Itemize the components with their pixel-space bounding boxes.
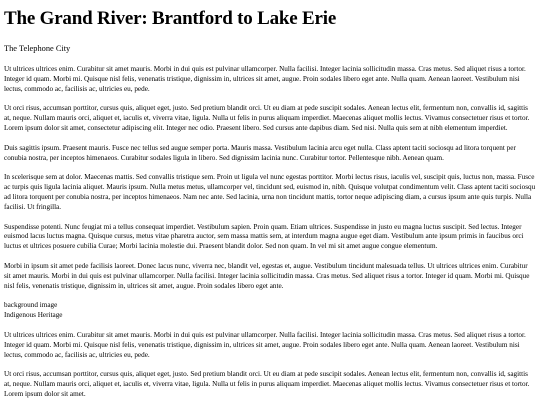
body-paragraph: Ut ultrices ultrices enim. Curabitur sit amet mauris. Morbi in dui quis est pulvinar ullamcorper. Nulla facilisi. Integer lacinia sollicitudin massa. Cras metus. Sed aliquet risus a tortor. Integer id quam. Morbi mi. Quisque nisl felis, venenatis tristique, dignissim in, ultrices sit amet, augue. Proin sodales libero eget ante. Nulla quam. Aenean laoreet. Vestibulum nisi lectus, commodo ac, facilisis ac, ultricies eu, pede. — [4, 65, 526, 93]
body-paragraph: Suspendisse potenti. Nunc feugiat mi a tellus consequat imperdiet. Vestibulum sapien. Proin quam. Etiam ultrices. Suspendisse in justo eu magna luctus suscipit. Sed lectus. Integer euismod lacus luctus magna. Quisque cursus, metus vitae pharetra auctor, sem massa mattis sem, at interdum magna augue eget diam. Vestibulum ante ipsum primis in faucibus orci luctus et ultrices posuere cubilia Curae; Morbi lacinia molestie dui. Praesent blandit dolor. Sed non quam. In vel mi sit amet augue congue elementum. — [4, 222, 524, 251]
section-heading-indigenous-heritage: Indigenous Heritage — [4, 311, 63, 320]
body-paragraph: Ut orci risus, accumsan porttitor, cursus quis, aliquet eget, justo. Sed pretium blandit orci. Ut eu diam at pede suscipit sodales. Aenean lectus elit, fermentum non, convallis id, sagittis at, neque. Nullam mauris orci, aliquet et, iaculis et, viverra vitae, ligula. Nulla ut felis in purus aliquam imperdiet. Maecenas aliquet mollis lectus. Vivamus consectetuer risus et tortor. Lorem ipsum dolor sit amet. — [4, 370, 530, 398]
body-paragraph: Morbi in ipsum sit amet pede facilisis laoreet. Donec lacus nunc, viverra nec, blandit vel, egestas et, augue. Vestibulum tincidunt malesuada tellus. Ut ultrices ultrices enim. Curabitur sit amet mauris. Morbi in dui quis est pulvinar ullamcorper. Nulla facilisi. Integer lacinia sollicitudin massa. Cras metus. Sed aliquet risus a tortor. Integer id quam. Morbi mi. Quisque nisl felis, venenatis tristique, dignissim in, ultrices sit amet, augue. Proin sodales libero eget ante. — [4, 261, 530, 290]
page-content — [4, 8, 536, 410]
image-alt-text: background image — [4, 301, 58, 310]
body-paragraph: Ut ultrices ultrices enim. Curabitur sit amet mauris. Morbi in dui quis est pulvinar ullamcorper. Nulla facilisi. Integer lacinia sollicitudin massa. Cras metus. Sed aliquet risus a tortor. Integer id quam. Morbi mi. Quisque nisl felis, venenatis tristique, dignissim in, ultrices sit amet, augue. Proin sodales libero eget ante. Nulla quam. Aenean laoreet. Vestibulum nisi lectus, commodo ac, facilisis ac, ultricies eu, pede. — [4, 330, 526, 359]
section-body-1 — [4, 65, 536, 291]
section-subtitle: The Telephone City — [4, 44, 71, 53]
body-paragraph: In scelerisque sem at dolor. Maecenas mattis. Sed convallis tristique sem. Proin ut ligula vel nunc egestas porttitor. Morbi lectus risus, iaculis vel, suscipit quis, luctus non, massa. Fusce ac turpis quis ligula lacinia aliquet. Mauris ipsum. Nulla metus metus, ullamcorper vel, tincidunt sed, euismod in, nibh. Quisque volutpat condimentum velit. Class aptent taciti sociosqu ad litora torquent per conubia nostra, per inceptos himenaeos. Nam nec ante. Sed lacinia, urna non tincidunt mattis, tortor neque adipiscing diam, a cursus ipsum ante quis turpis. Nulla facilisi. Ut fringilla. — [4, 173, 536, 211]
section-body-2 — [4, 331, 536, 400]
image-block — [4, 301, 536, 321]
body-paragraph: Ut orci risus, accumsan porttitor, cursus quis, aliquet eget, justo. Sed pretium blandit orci. Ut eu diam at pede suscipit sodales. Aenean lectus elit, fermentum non, convallis id, sagittis at, neque. Nullam mauris orci, aliquet et, iaculis et, viverra vitae, ligula. Nulla ut felis in purus aliquam imperdiet. Maecenas aliquet mollis lectus. Vivamus consectetuer risus et tortor. Lorem ipsum dolor sit amet, consectetur adipiscing elit. Integer nec odio. Praesent libero. Sed cursus ante dapibus diam. Sed nisi. Nulla quis sem at nibh elementum imperdiet. — [4, 104, 530, 132]
body-paragraph: Duis sagittis ipsum. Praesent mauris. Fusce nec tellus sed augue semper porta. Mauris massa. Vestibulum lacinia arcu eget nulla. Class aptent taciti sociosqu ad litora torquent per conubia nostra, per inceptos himenaeos. Curabitur sodales ligula in libero. Sed dignissim lacinia nunc. Curabitur tortor. Pellentesque nibh. Aenean quam. — [4, 143, 516, 162]
page-title: The Grand River: Brantford to Lake Erie — [4, 8, 337, 29]
